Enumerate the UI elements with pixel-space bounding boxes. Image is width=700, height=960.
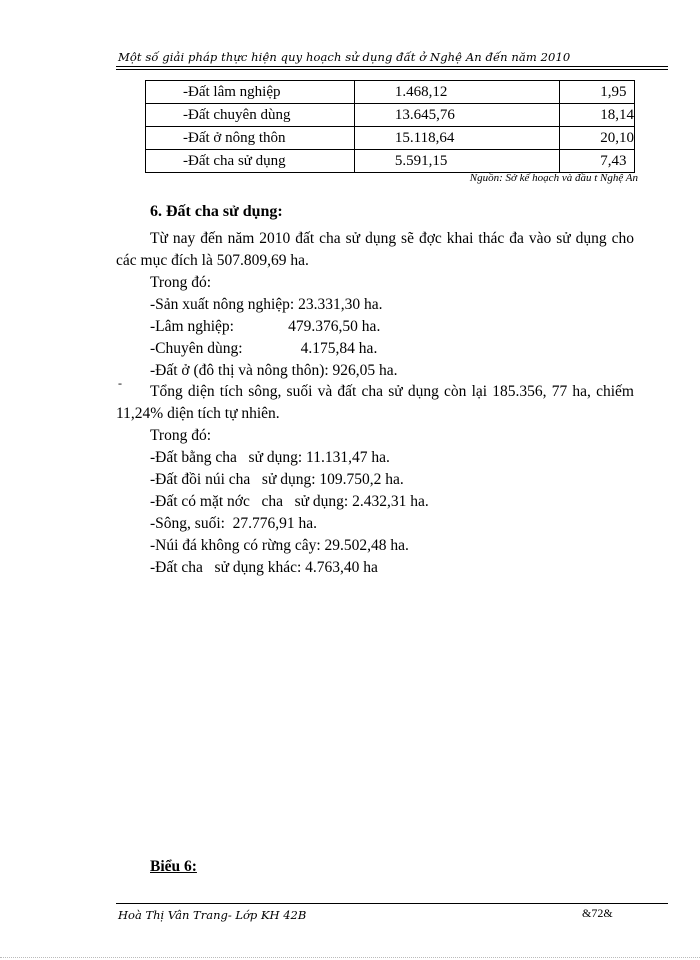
footer-rule (116, 903, 668, 904)
page-bottom-edge (0, 957, 700, 958)
table-cell: -Đất cha sử dụng (146, 150, 355, 173)
table-cell: -Đất ở nông thôn (146, 127, 355, 150)
table-cell: 5.591,15 (354, 150, 559, 173)
stray-mark: - (118, 376, 122, 390)
table-cell: 1.468,12 (354, 81, 559, 104)
list-item: -Đất ở (đô thị và nông thôn): 926,05 ha. (150, 362, 398, 379)
table-cell: -Đất lâm nghiệp (146, 81, 355, 104)
trong-do-label: Trong đó: (150, 427, 212, 444)
paragraph-unused-land-plan: Từ nay đến năm 2010 đất cha sử dụng sẽ đợc khai thác đa vào sử dụng cho các mục đích là 507.809,69 ha. (116, 230, 634, 269)
list-item: -Lâm nghiệp: 479.376,50 ha. (150, 318, 381, 335)
land-use-table (145, 80, 635, 173)
list-item: -Đất cha sử dụng khác: 4.763,40 ha (150, 559, 378, 576)
list-item: -Đất đồi núi cha sử dụng: 109.750,2 ha. (150, 471, 404, 488)
table-row (146, 150, 635, 173)
running-header: Một số giải pháp thực hiện quy hoạch sử dụng đất ở Nghệ An đến năm 2010 (118, 50, 571, 64)
table-cell: 20,10 (560, 127, 635, 150)
page-number: &72& (582, 906, 613, 920)
list-item: -Đất bằng cha sử dụng: 11.131,47 ha. (150, 449, 390, 466)
list-item: -Núi đá không có rừng cây: 29.502,48 ha. (150, 537, 409, 554)
list-item: -Sản xuất nông nghiệp: 23.331,30 ha. (150, 296, 383, 313)
table-cell: 18,14 (560, 104, 635, 127)
header-rule (116, 66, 668, 67)
list-item: -Đất có mặt nớc cha sử dụng: 2.432,31 ha. (150, 493, 429, 510)
table-cell: -Đất chuyên dùng (146, 104, 355, 127)
section-title: 6. Đất cha sử dụng: (150, 203, 283, 220)
table-cell: 13.645,76 (354, 104, 559, 127)
trong-do-label: Trong đó: (150, 274, 212, 291)
table-cell: 15.118,64 (354, 127, 559, 150)
table-row (146, 81, 635, 104)
table-cell: 1,95 (560, 81, 635, 104)
list-item: -Chuyên dùng: 4.175,84 ha. (150, 340, 378, 357)
paragraph-remaining-area: Tổng diện tích sông, suối và đất cha sử dụng còn lại 185.356, 77 ha, chiếm 11,24% diện tích tự nhiên. (116, 383, 634, 422)
table-cell: 7,43 (560, 150, 635, 173)
table-row (146, 127, 635, 150)
table-source-note: Nguồn: Sở kế hoạch và đầu t Nghệ An (469, 172, 638, 184)
chart-caption-bieu-6: Biểu 6: (150, 858, 197, 875)
header-rule-double (116, 69, 668, 70)
table-row (146, 104, 635, 127)
list-item: -Sông, suối: 27.776,91 ha. (150, 515, 318, 532)
footer-author: Hoà Thị Vân Trang- Lớp KH 42B (118, 908, 307, 922)
